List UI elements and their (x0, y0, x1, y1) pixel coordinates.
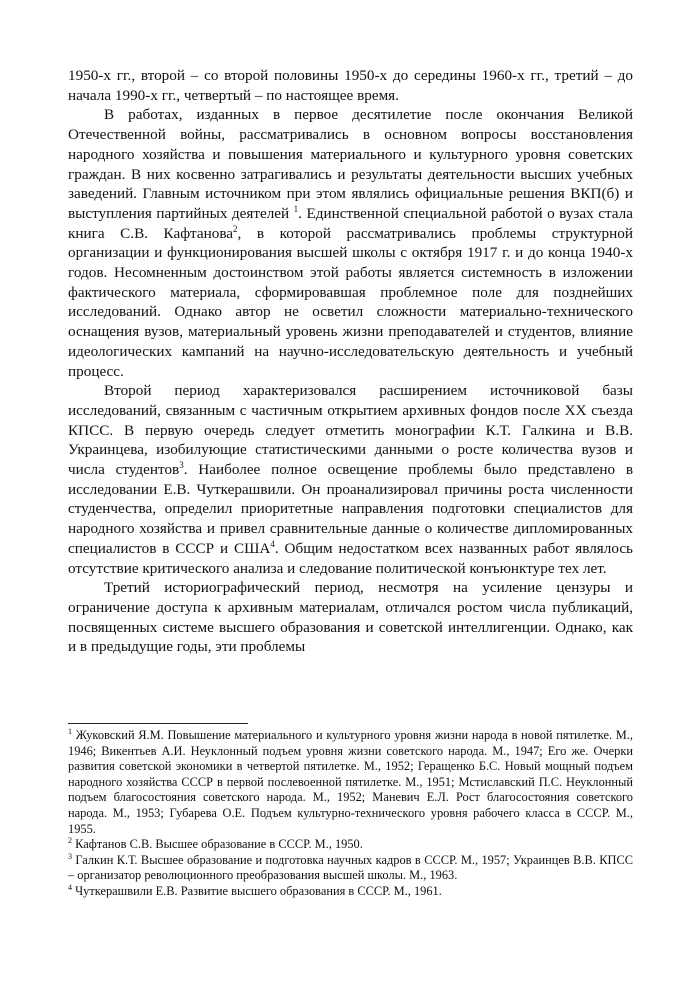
footnote-mark: 1 (68, 726, 72, 736)
footnote-reference: 2 (233, 223, 238, 234)
footnote-reference: 4 (270, 538, 275, 549)
footnote-item (68, 837, 633, 853)
footnote-mark: 2 (68, 836, 72, 846)
body-paragraph (68, 105, 633, 381)
paragraph-text: Третий историографический период, несмотря на усиление цензуры и ограничение доступа к архивным материалам, отличался ростом числа публикаций, посвященных системе высшего образования и советской интеллигенции. Однако, как и в предыдущие годы, эти проблемы (68, 579, 633, 656)
paragraph-text: В работах, изданных в первое десятилетие после окончания Великой Отечественной войны, рассматривались в основном вопросы восстановления народного хозяйства и повышения материального и культурного уровня советских граждан. В них косвенно затрагивались и результаты деятельности высших учебных заведений. Главным источником при этом являлись официальные решения ВКП(б) и выступления партийных деятелей (68, 106, 633, 222)
body-paragraph (68, 66, 633, 105)
footnote-item (68, 728, 633, 837)
footnote-text: Жуковский Я.М. Повышение материального и культурного уровня жизни народа в новой пятилетке. М., 1946; Викентьев А.И. Неуклонный подъем уровня жизни советского народа. М., 1947; Его же. Очерки развития советской экономики в четвертой пятилетке. М., 1952; Геращенко Б.С. Новый мощный подъем народного хозяйства СССР в первой послевоенной пятилетке. М., 1951; Мстиславский П.С. Неуклонный подъем благосостояния советского народа. М., 1952; Маневич Е.Л. Рост благосостояния советского народа. М., 1953; Губарева О.Е. Подъем культурно-технического уровня рабочего класса в СССР. М., 1955. (68, 728, 633, 836)
document-page (68, 66, 633, 900)
footnote-text: Кафтанов С.В. Высшее образование в СССР. М., 1950. (75, 837, 363, 852)
paragraph-text: . Наиболее полное освещение проблемы было представлено в исследовании Е.В. Чуткерашвили. Он проанализировал причины роста численности студенчества, определил приоритетные направления подготовки специалистов для народного хозяйства и привел сравнительные данные о количестве дипломированных специалистов в СССР и США (68, 461, 633, 557)
footnote-reference: 1 (293, 203, 299, 214)
footnote-reference: 3 (179, 460, 184, 470)
footnote-item (68, 884, 633, 900)
footnotes (68, 728, 633, 900)
footnote-text: Галкин К.Т. Высшее образование и подготовка научных кадров в СССР. М., 1957; Украинцев В.В. КПСС – организатор революционного преобразования высшей школы. М., 1963. (68, 852, 633, 883)
footnote-mark: 4 (68, 882, 72, 892)
paragraph-text: Второй период характеризовался расширением источниковой базы исследований, связанным с частичным открытием архивных фондов после XX съезда КПСС. В первую очередь следует отметить монографии К.Т. Галкина и В.В. Украинцева, изобилующие статистическими данными о росте количества вузов и числа студентов (68, 382, 633, 479)
body-paragraph (68, 381, 633, 578)
footnote-divider (68, 723, 248, 724)
body-paragraph (68, 578, 633, 657)
paragraph-text: . Единственной специальной работой о вузах стала книга С.В. Кафтанова (68, 204, 633, 242)
footnote-text: Чуткерашвили Е.В. Развитие высшего образования в СССР. М., 1961. (75, 884, 442, 899)
footnote-item (68, 853, 633, 884)
paragraph-text: , в которой рассматривались проблемы структурной организации и функционирования высшей школы с октября 1917 г. и до конца 1940-х годов. Несомненным достоинством этой работы является системность в изложении фактического материала, сформировавшая проблемное поле для позднейших исследований. Однако автор не осветил сложности материально-технического оснащения вузов, материальный уровень жизни преподавателей и студентов, влияние идеологических кампаний на научно-исследовательскую деятельность и учебный процесс. (68, 224, 633, 380)
paragraph-text: . Общим недостатком всех названных работ являлось отсутствие критического анализа и следование политической конъюнктуре тех лет. (68, 539, 633, 577)
body-text (68, 66, 633, 657)
paragraph-text: 1950-х гг., второй – со второй половины 1950-х до середины 1960-х гг., третий – до начала 1990-х гг., четвертый – по настоящее время. (68, 67, 633, 104)
footnote-mark: 3 (68, 851, 72, 861)
